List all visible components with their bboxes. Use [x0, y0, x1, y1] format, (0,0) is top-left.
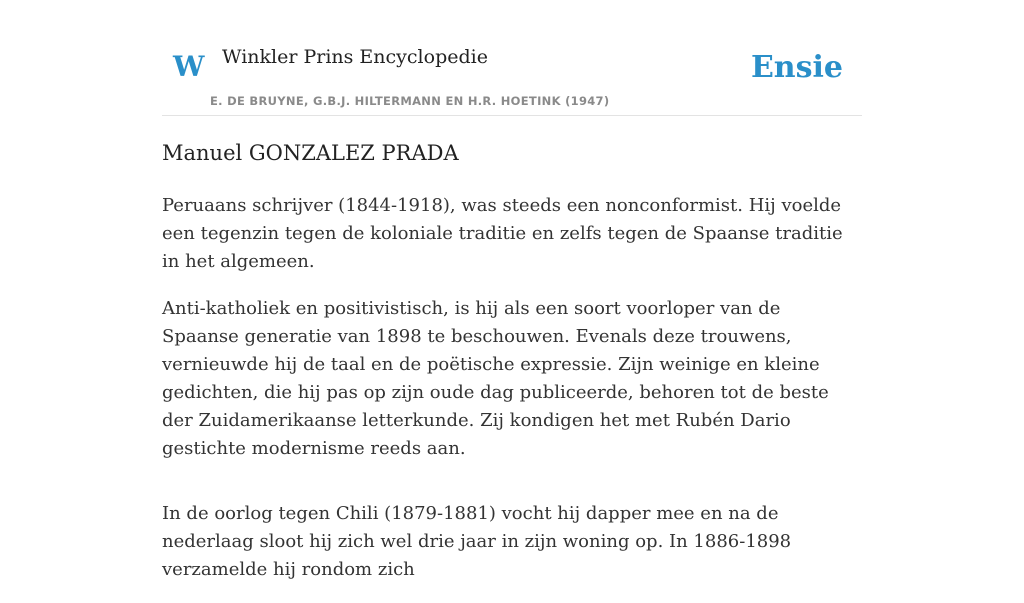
article-paragraph: Peruaans schrijver (1844-1918), was steeds een nonconformist. Hij voelde een tegenzin tegen de koloniale traditie en zelfs tegen de Spaanse traditie in het algemeen.	[162, 195, 843, 272]
authors-line: E. DE BRUYNE, G.B.J. HILTERMANN EN H.R. HOETINK (1947)	[210, 94, 610, 108]
site-header	[162, 0, 862, 116]
ensie-logo[interactable]: Ensie	[750, 50, 843, 85]
winkler-prins-logo[interactable]: W	[173, 50, 205, 83]
article-paragraph: In de oorlog tegen Chili (1879-1881) vocht hij dapper mee en na de nederlaag sloot hij zich wel drie jaar in zijn woning op. In 1886-1898 verzamelde hij rondom zich	[162, 503, 792, 580]
page	[162, 0, 862, 580]
article	[162, 116, 862, 580]
article-title: Manuel GONZALEZ PRADA	[162, 141, 459, 165]
article-paragraph: Anti-katholiek en positivistisch, is hij als een soort voorloper van de Spaanse generatie van 1898 te beschouwen. Evenals deze trouwens, vernieuwde hij de taal en de poëtische expressie. Zijn weinige en kleine gedichten, die hij pas op zijn oude dag publiceerde, behoren tot de beste der Zuidamerikaanse letterkunde. Zij kondigen het met Rubén Dario gestichte modernisme reeds aan.	[162, 298, 829, 459]
site-title[interactable]: Winkler Prins Encyclopedie	[222, 46, 488, 68]
article-body	[162, 192, 862, 603]
